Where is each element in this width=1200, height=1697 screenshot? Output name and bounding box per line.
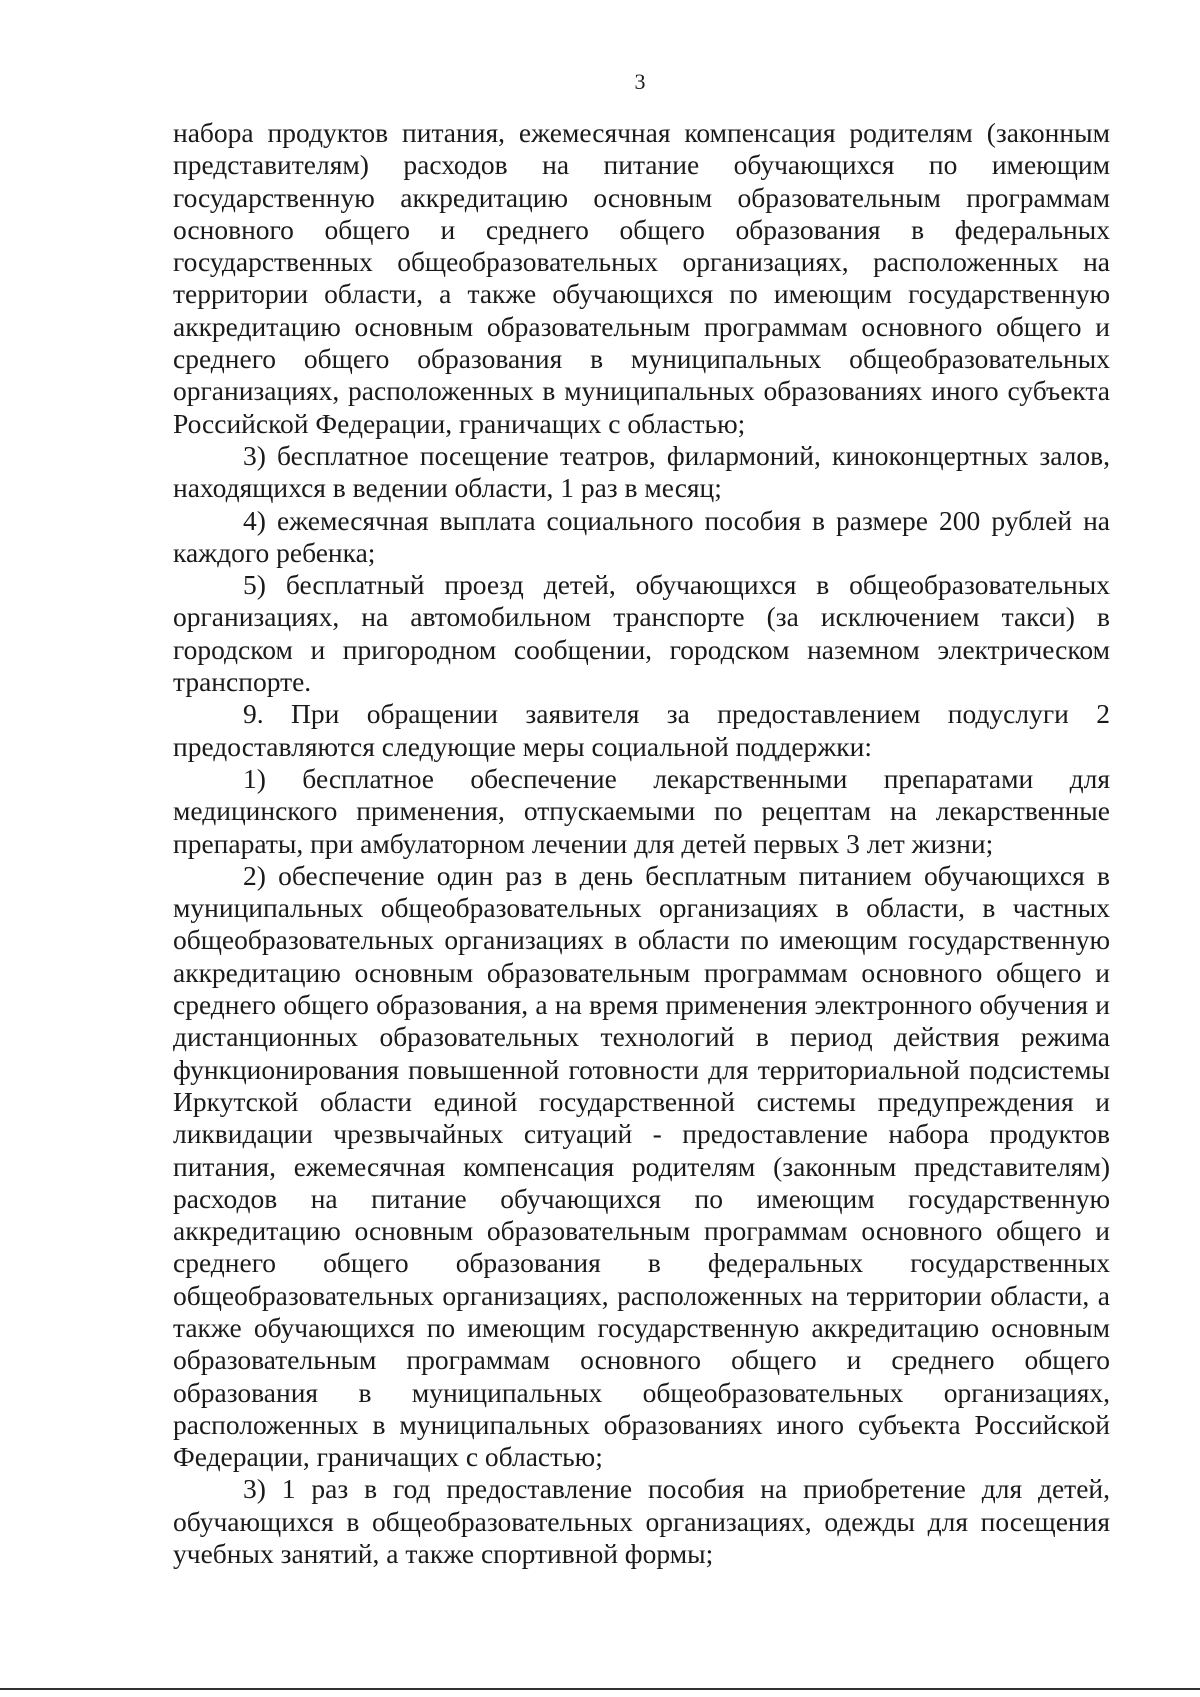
paragraph-item-5-transport: 5) бесплатный проезд детей, обучающихся в общеобразовательных организациях, на автомобильном транспорте (за исключением такси) в городском и пригородном сообщении, городском наземном электрическом транспорте.: [173, 569, 1110, 698]
paragraph-section-9: 9. При обращении заявителя за предоставлением подуслуги 2 предоставляются следующие меры социальной поддержки:: [173, 698, 1110, 762]
paragraph-item-4-allowance: 4) ежемесячная выплата социального пособия в размере 200 рублей на каждого ребенка;: [173, 504, 1110, 568]
page-bottom-edge: [0, 1688, 1200, 1690]
paragraph-item-3-theatres: 3) бесплатное посещение театров, филармоний, киноконцертных залов, находящихся в ведении области, 1 раз в месяц;: [173, 439, 1110, 504]
document-body: [173, 117, 1110, 1570]
paragraph-item-1-medicines: 1) бесплатное обеспечение лекарственными препаратами для медицинского применения, отпускаемыми по рецептам на лекарственные препараты, при амбулаторном лечении для детей первых 3 лет жизни;: [173, 762, 1110, 859]
paragraph-item-3-clothing: 3) 1 раз в год предоставление пособия на приобретение для детей, обучающихся в общеобразовательных организациях, одежды для посещения учебных занятий, а также спортивной формы;: [173, 1473, 1110, 1570]
paragraph-item-2-meals: 2) обеспечение один раз в день бесплатным питанием обучающихся в муниципальных общеобразовательных организациях в области, в частных общеобразовательных организациях в области по имеющим государственную аккредитацию основным образовательным программам основного общего и среднего общего образования, а на время применения электронного обучения и дистанционных образовательных технологий в период действия режима функционирования повышенной готовности для территориальной подсистемы Иркутской области единой государственной системы предупреждения и ликвидации чрезвычайных ситуаций - предоставление набора продуктов питания, ежемесячная компенсация родителям (законным представителям) расходов на питание обучающихся по имеющим государственную аккредитацию основным образовательным программам основного общего и среднего общего образования в федеральных государственных общеобразовательных организациях, расположенных на территории области, а также обучающихся по имеющим государственную аккредитацию основным образовательным программам основного общего и среднего общего образования в муниципальных общеобразовательных организациях, расположенных в муниципальных образованиях иного субъекта Российской Федерации, граничащих с областью;: [173, 859, 1110, 1473]
paragraph-continuation: набора продуктов питания, ежемесячная компенсация родителям (законным представителям) расходов на питание обучающихся по имеющим государственную аккредитацию основным образовательным программам основного общего и среднего общего образования в федеральных государственных общеобразовательных организациях, расположенных на территории области, а также обучающихся по имеющим государственную аккредитацию основным образовательным программам основного общего и среднего общего образования в муниципальных общеобразовательных организациях, расположенных в муниципальных образованиях иного субъекта Российской Федерации, граничащих с областью;: [173, 117, 1110, 439]
page-number: 3: [634, 69, 646, 94]
